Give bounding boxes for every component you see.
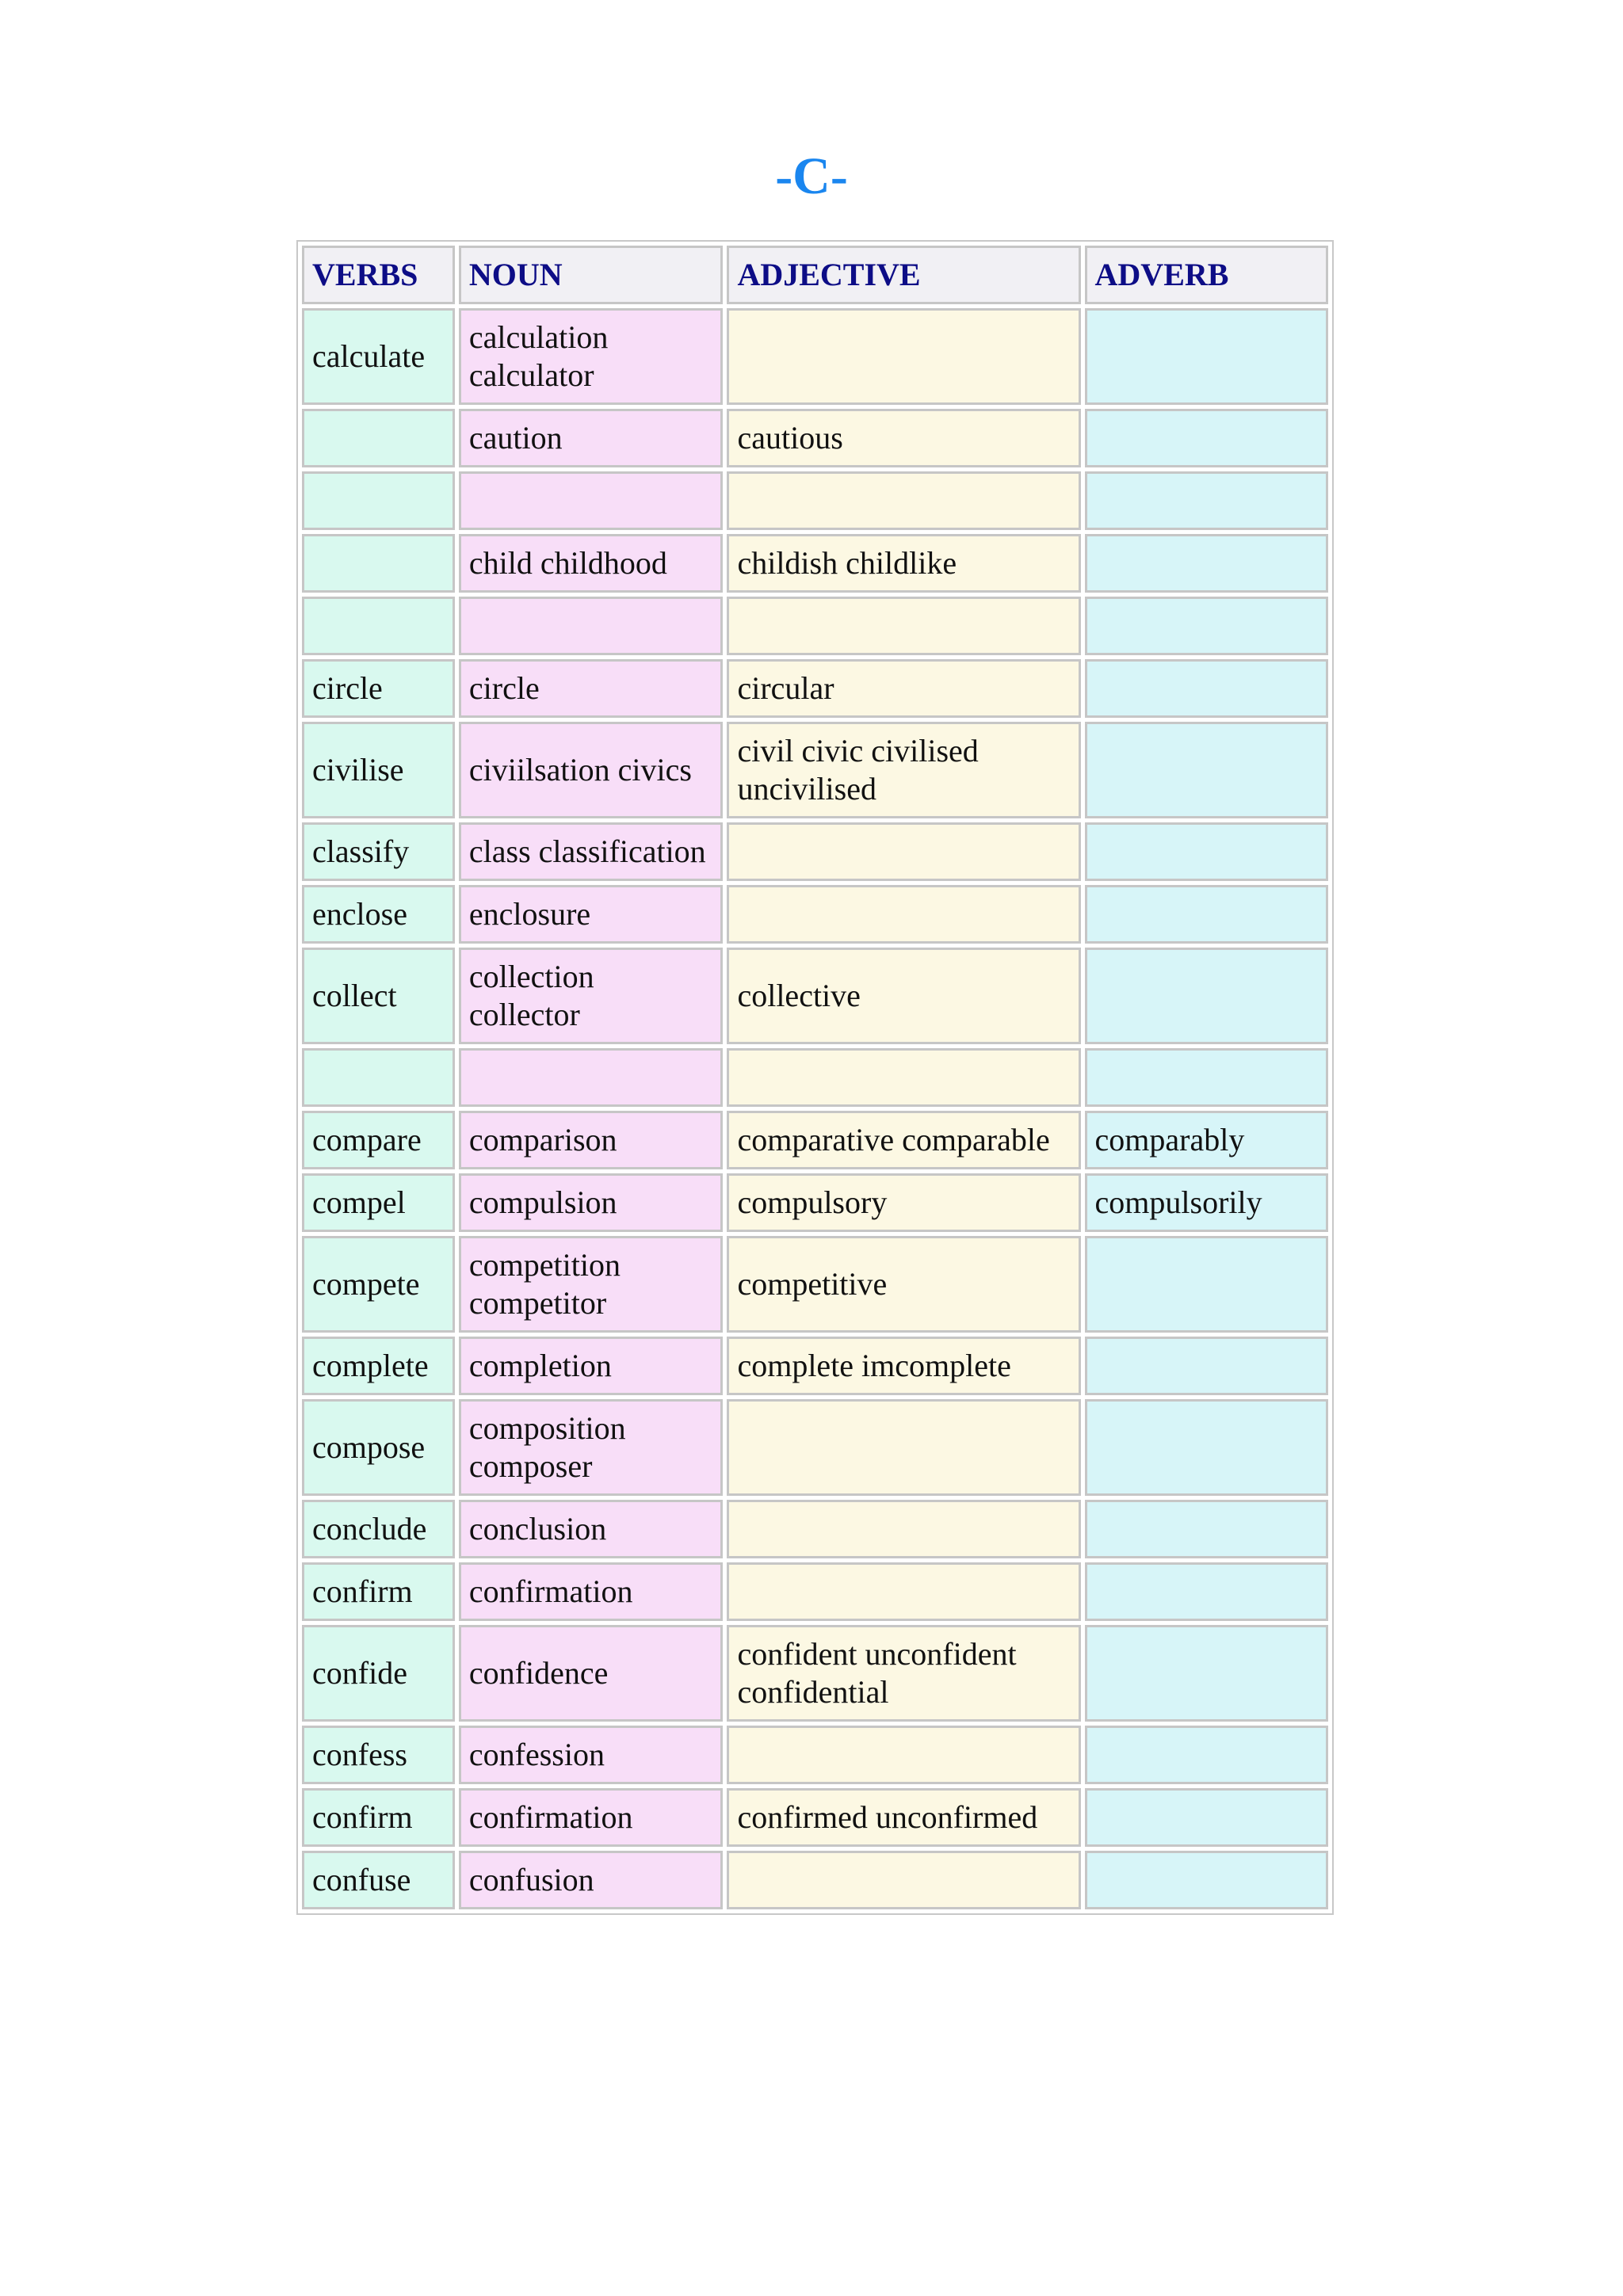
adverb-cell <box>1085 722 1328 818</box>
adjective-cell <box>727 1500 1080 1558</box>
noun-cell: caution <box>459 409 724 467</box>
table-row <box>302 1625 1328 1722</box>
adverb-cell: comparably <box>1085 1111 1328 1169</box>
verb-cell <box>302 1048 455 1107</box>
adjective-cell: confident unconfident confidential <box>727 1625 1080 1722</box>
header-noun: NOUN <box>459 246 724 304</box>
adverb-cell <box>1085 948 1328 1044</box>
table-row <box>302 1173 1328 1232</box>
table-row <box>302 885 1328 944</box>
adverb-cell <box>1085 409 1328 467</box>
verb-cell: compose <box>302 1399 455 1496</box>
page-title: -C- <box>775 147 848 205</box>
table-row <box>302 659 1328 718</box>
adjective-cell <box>727 885 1080 944</box>
noun-cell <box>459 597 724 655</box>
adverb-cell <box>1085 1048 1328 1107</box>
adverb-cell <box>1085 1399 1328 1496</box>
adverb-cell <box>1085 1562 1328 1621</box>
adverb-cell <box>1085 1625 1328 1722</box>
verb-cell: compare <box>302 1111 455 1169</box>
adjective-cell: compulsory <box>727 1173 1080 1232</box>
verb-cell: calculate <box>302 308 455 405</box>
adverb-cell <box>1085 822 1328 881</box>
table-row <box>302 597 1328 655</box>
verb-cell <box>302 597 455 655</box>
adjective-cell: collective <box>727 948 1080 1044</box>
header-row <box>302 246 1328 304</box>
verb-cell: conclude <box>302 1500 455 1558</box>
adjective-cell <box>727 1399 1080 1496</box>
adjective-cell <box>727 1726 1080 1784</box>
table-row <box>302 409 1328 467</box>
noun-cell: competition competitor <box>459 1236 724 1333</box>
noun-cell: child childhood <box>459 534 724 593</box>
table-row <box>302 534 1328 593</box>
table-row <box>302 1726 1328 1784</box>
verb-cell: confuse <box>302 1851 455 1909</box>
word-forms-table <box>296 240 1334 1915</box>
noun-cell <box>459 471 724 530</box>
verb-cell: civilise <box>302 722 455 818</box>
adverb-cell <box>1085 308 1328 405</box>
noun-cell: comparison <box>459 1111 724 1169</box>
adjective-cell <box>727 1048 1080 1107</box>
adjective-cell <box>727 308 1080 405</box>
table-row <box>302 308 1328 405</box>
adjective-cell: civil civic civilised uncivilised <box>727 722 1080 818</box>
header-adverb: ADVERB <box>1085 246 1328 304</box>
adverb-cell <box>1085 1726 1328 1784</box>
verb-cell: collect <box>302 948 455 1044</box>
table-row <box>302 1111 1328 1169</box>
adjective-cell: cautious <box>727 409 1080 467</box>
adverb-cell: compulsorily <box>1085 1173 1328 1232</box>
noun-cell: confession <box>459 1726 724 1784</box>
verb-cell: complete <box>302 1337 455 1395</box>
table-row <box>302 1236 1328 1333</box>
adjective-cell: childish childlike <box>727 534 1080 593</box>
adverb-cell <box>1085 1500 1328 1558</box>
table-row <box>302 1851 1328 1909</box>
verb-cell <box>302 409 455 467</box>
verb-cell: enclose <box>302 885 455 944</box>
table-row <box>302 948 1328 1044</box>
adverb-cell <box>1085 885 1328 944</box>
adjective-cell <box>727 471 1080 530</box>
noun-cell: civiilsation civics <box>459 722 724 818</box>
verb-cell: compete <box>302 1236 455 1333</box>
verb-cell <box>302 534 455 593</box>
verb-cell <box>302 471 455 530</box>
verb-cell: classify <box>302 822 455 881</box>
table-row <box>302 1048 1328 1107</box>
noun-cell: circle <box>459 659 724 718</box>
noun-cell: compulsion <box>459 1173 724 1232</box>
table-row <box>302 471 1328 530</box>
noun-cell: class classification <box>459 822 724 881</box>
noun-cell: conclusion <box>459 1500 724 1558</box>
adjective-cell <box>727 822 1080 881</box>
noun-cell: confirmation <box>459 1562 724 1621</box>
adverb-cell <box>1085 597 1328 655</box>
verb-cell: compel <box>302 1173 455 1232</box>
adverb-cell <box>1085 1236 1328 1333</box>
table-row <box>302 1337 1328 1395</box>
adverb-cell <box>1085 659 1328 718</box>
adjective-cell: confirmed unconfirmed <box>727 1788 1080 1847</box>
adjective-cell: comparative comparable <box>727 1111 1080 1169</box>
noun-cell: completion <box>459 1337 724 1395</box>
noun-cell: confidence <box>459 1625 724 1722</box>
noun-cell: confirmation <box>459 1788 724 1847</box>
word-forms-grid <box>298 242 1332 1913</box>
adverb-cell <box>1085 471 1328 530</box>
adjective-cell: circular <box>727 659 1080 718</box>
verb-cell: confess <box>302 1726 455 1784</box>
noun-cell: composition composer <box>459 1399 724 1496</box>
adjective-cell: competitive <box>727 1236 1080 1333</box>
table-row <box>302 1562 1328 1621</box>
table-row <box>302 822 1328 881</box>
adverb-cell <box>1085 1788 1328 1847</box>
verb-cell: circle <box>302 659 455 718</box>
table-row <box>302 722 1328 818</box>
table-row <box>302 1399 1328 1496</box>
adjective-cell <box>727 597 1080 655</box>
verb-cell: confirm <box>302 1788 455 1847</box>
verb-cell: confirm <box>302 1562 455 1621</box>
noun-cell: enclosure <box>459 885 724 944</box>
adjective-cell <box>727 1562 1080 1621</box>
noun-cell: confusion <box>459 1851 724 1909</box>
adjective-cell <box>727 1851 1080 1909</box>
adverb-cell <box>1085 534 1328 593</box>
header-verbs: VERBS <box>302 246 455 304</box>
header-adjective: ADJECTIVE <box>727 246 1080 304</box>
adverb-cell <box>1085 1851 1328 1909</box>
noun-cell: collection collector <box>459 948 724 1044</box>
table-row <box>302 1500 1328 1558</box>
adjective-cell: complete imcomplete <box>727 1337 1080 1395</box>
adverb-cell <box>1085 1337 1328 1395</box>
noun-cell <box>459 1048 724 1107</box>
noun-cell: calculation calculator <box>459 308 724 405</box>
verb-cell: confide <box>302 1625 455 1722</box>
table-row <box>302 1788 1328 1847</box>
